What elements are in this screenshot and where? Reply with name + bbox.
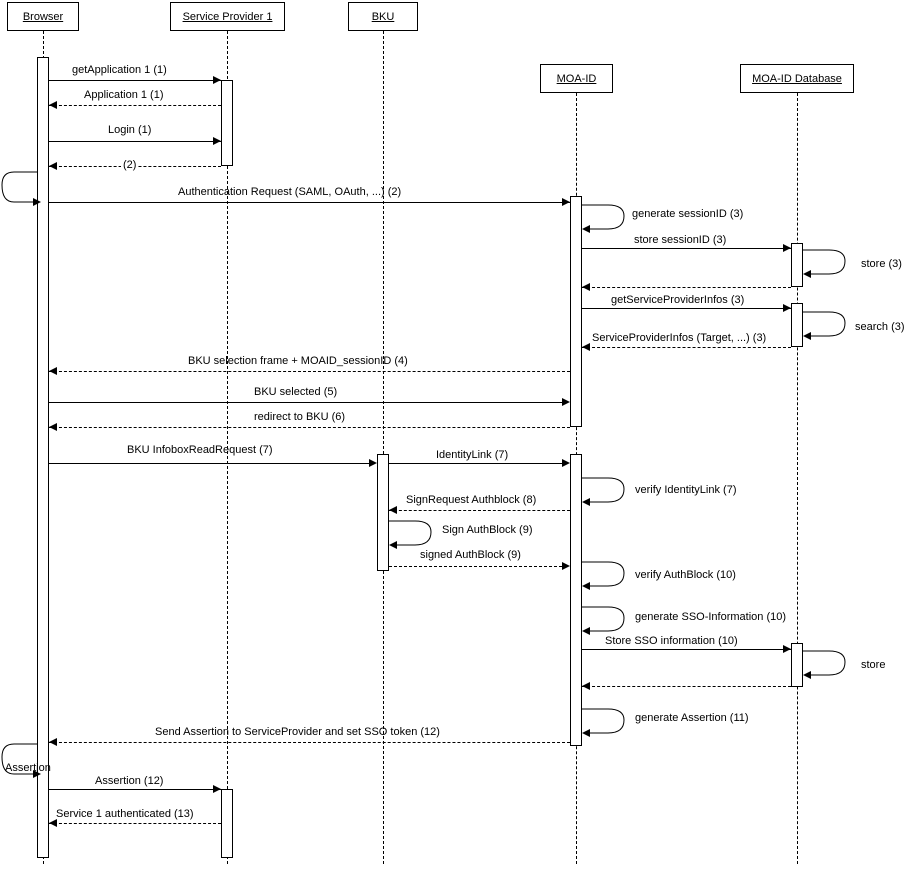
message-label-bku-selected: BKU selected (5) — [254, 386, 338, 398]
arrowhead-right-icon — [562, 398, 570, 406]
lifeline-line-moa-id-database — [797, 93, 798, 864]
arrowhead-right-icon — [783, 244, 791, 252]
message-line-redirect-to-bku — [49, 427, 570, 428]
message-line-store-sso-return — [582, 686, 791, 687]
message-line-getapplication — [49, 80, 221, 81]
self-call-label-generate-assertion: generate Assertion (11) — [635, 712, 749, 724]
browser-self-loop-assertion — [0, 738, 60, 782]
message-label-store-sso-information: Store SSO information (10) — [605, 635, 738, 647]
arrowhead-left-icon — [582, 283, 590, 291]
lifeline-label-moa-id: MOA-ID — [556, 72, 597, 85]
arrowhead-left-icon — [49, 423, 57, 431]
self-call-label-generate-sessionid: generate sessionID (3) — [632, 208, 744, 220]
arrowhead-right-icon — [783, 304, 791, 312]
self-call-label-verify-identitylink: verify IdentityLink (7) — [635, 484, 737, 496]
lifeline-label-service-provider-1: Service Provider 1 — [182, 10, 273, 23]
lifeline-head-moa-id-database[interactable] — [740, 64, 854, 93]
lifeline-label-moa-id-database: MOA-ID Database — [752, 72, 842, 85]
self-call-search-3 — [799, 307, 859, 347]
message-label-bku-infoboxreadrequest: BKU InfoboxReadRequest (7) — [127, 444, 273, 456]
arrowhead-right-icon — [213, 76, 221, 84]
message-line-service-1-authenticated — [49, 823, 221, 824]
message-label-store-sessionid: store sessionID (3) — [634, 234, 727, 246]
self-call-label-verify-authblock: verify AuthBlock (10) — [635, 569, 736, 581]
message-line-serviceproviderinfos — [582, 347, 791, 348]
arrowhead-left-icon — [49, 819, 57, 827]
arrowhead-left-icon — [582, 682, 590, 690]
arrowhead-left-icon — [49, 101, 57, 109]
message-label-serviceproviderinfos: ServiceProviderInfos (Target, ...) (3) — [592, 332, 767, 344]
browser-self-loop-1 — [0, 166, 60, 210]
message-label-response-2: (2) — [123, 159, 137, 171]
arrowhead-right-icon — [562, 459, 570, 467]
self-call-verify-identitylink — [578, 473, 638, 513]
message-line-bku-infoboxreadrequest — [49, 463, 369, 464]
self-call-store — [799, 646, 859, 686]
message-line-signrequest-authblock — [389, 510, 570, 511]
message-label-service-1-authenticated: Service 1 authenticated (13) — [56, 808, 194, 820]
lifeline-line-bku — [383, 31, 384, 864]
message-line-authentication-request — [49, 202, 570, 203]
arrowhead-right-icon — [369, 459, 377, 467]
activation-service-provider-1-a — [221, 80, 233, 166]
arrowhead-right-icon — [213, 785, 221, 793]
self-call-label-generate-sso-information: generate SSO-Information (10) — [635, 611, 787, 623]
message-label-bku-selection-frame: BKU selection frame + MOAID_sessionID (4) — [188, 355, 408, 367]
message-label-getapplication: getApplication 1 (1) — [72, 64, 167, 76]
arrowhead-left-icon — [389, 506, 397, 514]
lifeline-label-browser: Browser — [22, 10, 64, 23]
message-line-store-sso-information — [582, 649, 791, 650]
self-call-generate-sessionid — [578, 200, 638, 240]
arrowhead-right-icon — [562, 562, 570, 570]
message-label-signed-authblock: signed AuthBlock (9) — [420, 549, 521, 561]
message-label-redirect-to-bku: redirect to BKU (6) — [254, 411, 346, 423]
self-call-label-sign-authblock: Sign AuthBlock (9) — [442, 524, 533, 536]
message-label-authentication-request: Authentication Request (SAML, OAuth, ...) (2) — [178, 186, 402, 198]
lifeline-head-service-provider-1[interactable] — [170, 2, 285, 31]
lifeline-head-bku[interactable] — [348, 2, 418, 31]
message-line-send-assertion — [49, 742, 570, 743]
message-label-identitylink: IdentityLink (7) — [436, 449, 509, 461]
message-line-getserviceproviderinfos — [582, 308, 791, 309]
arrowhead-left-icon — [582, 343, 590, 351]
message-label-getserviceproviderinfos: getServiceProviderInfos (3) — [611, 294, 745, 306]
lifeline-label-bku: BKU — [371, 10, 395, 23]
arrowhead-right-icon — [562, 198, 570, 206]
message-line-application — [49, 105, 221, 106]
message-label-assertion: Assertion (12) — [95, 775, 164, 787]
browser-self-loop-label-assertion: Assertion — [5, 762, 51, 774]
lifeline-head-browser[interactable] — [7, 2, 79, 31]
activation-service-provider-1-b — [221, 789, 233, 858]
message-label-signrequest-authblock: SignRequest Authblock (8) — [406, 494, 537, 506]
message-line-bku-selected — [49, 402, 562, 403]
message-line-store-sessionid-return — [582, 287, 791, 288]
message-label-login: Login (1) — [108, 124, 152, 136]
message-line-assertion — [49, 789, 221, 790]
message-line-bku-selection-frame — [49, 371, 570, 372]
message-line-login — [49, 141, 221, 142]
self-call-generate-assertion — [578, 704, 638, 744]
self-call-label-search-3: search (3) — [855, 321, 905, 333]
message-label-send-assertion: Send Assertion to ServiceProvider and set SSO token (12) — [155, 726, 440, 738]
message-line-store-sessionid — [582, 248, 791, 249]
message-line-signed-authblock — [389, 566, 562, 567]
lifeline-head-moa-id[interactable] — [540, 64, 613, 93]
arrowhead-right-icon — [213, 137, 221, 145]
self-call-label-store-3: store (3) — [861, 258, 902, 270]
message-line-identitylink — [389, 463, 562, 464]
self-call-verify-authblock — [578, 557, 638, 597]
arrowhead-right-icon — [783, 645, 791, 653]
self-call-store-3 — [799, 245, 859, 285]
arrowhead-left-icon — [49, 367, 57, 375]
message-label-application: Application 1 (1) — [84, 89, 164, 101]
self-call-label-store: store — [861, 659, 886, 671]
